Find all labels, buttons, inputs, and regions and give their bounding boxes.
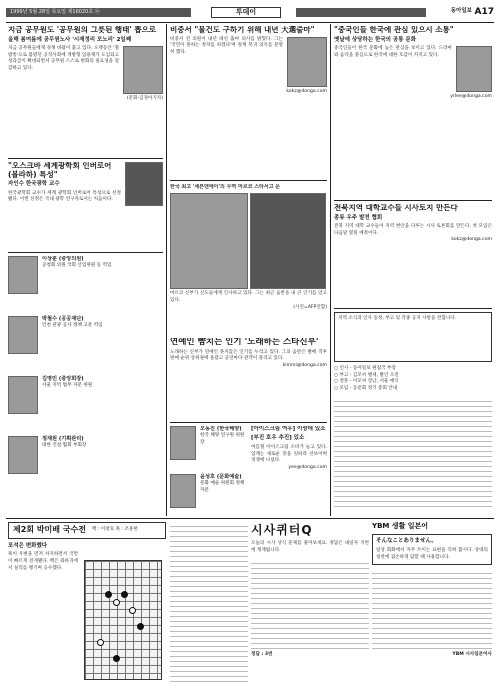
- portrait-photo: [8, 436, 38, 474]
- notice-item: ○ 결혼 - 이모씨 장남, 서울 예식: [334, 379, 399, 385]
- feature-article: [170, 338, 327, 420]
- divider: [170, 422, 327, 423]
- notice-item: ○ 인사 - 동아일보 편집국 부장: [334, 366, 396, 371]
- notice-item: ○ 모임 - 동문회 정기 총회 안내: [334, 385, 398, 391]
- ybm-phrase-box: [372, 534, 492, 565]
- article-candidate: [170, 26, 327, 178]
- feature-headline: 연예인 뺨치는 인기 '노래하는 스타신부': [170, 338, 319, 347]
- go-board: [84, 560, 162, 680]
- portrait-photo: [8, 256, 38, 294]
- article-byline: yee@donga.com: [288, 464, 327, 470]
- article-byline: kokz@donga.com: [451, 237, 492, 243]
- article-title: 전북지역 대학교수들 시사토지 만든다: [334, 204, 458, 212]
- column-rule-1: [166, 24, 167, 516]
- section-title: 투데이: [211, 7, 281, 18]
- article-body: 중국인들이 한국 문화에 높은 관심을 보이고 있다. 드라마와 음악을 중심으로 한국에 대한 호감이 커지고 있다.: [334, 46, 452, 58]
- white-stone: [97, 639, 104, 646]
- portrait-photo: [123, 46, 163, 94]
- go-title: 제2회 박미배 국수전: [13, 525, 86, 534]
- notice-item: ○ 부고 - 김모씨 별세, 발인 오전: [334, 372, 399, 378]
- portrait-photo: [125, 162, 163, 206]
- divider: [8, 252, 163, 253]
- ybm-phrase: そんなことありません。: [376, 538, 437, 545]
- divider: [334, 308, 492, 309]
- text-block: [170, 522, 248, 686]
- article-body: 지금 공무원들에게 경쟁 바람이 불고 있다. 오랫동안 '철밥통'으로 불렸던 공직사회에 개방형 임용제가 도입되고 성과급이 확대되면서 공무원 스스로 변화의 필요성을 절감하고 있다.: [8, 46, 119, 72]
- page-header: [6, 6, 494, 20]
- quiz-answer: 정답 : 3번: [251, 651, 273, 657]
- paper-name: 동아일보: [450, 8, 472, 14]
- priest-photo: [250, 193, 326, 289]
- list-item: [8, 256, 163, 310]
- article-title: 비중서 "물건도 구하기 위해 내년 大選출마": [170, 26, 315, 34]
- person-desc: 한국 해양 연구원 위원장: [200, 433, 245, 445]
- person-name: 김영민 (중앙회장): [42, 376, 84, 382]
- list-item: [170, 426, 248, 468]
- go-header: [8, 522, 166, 539]
- go-players: 백 : 이창호 흑 : 조훈현: [91, 527, 138, 533]
- feature-kicker: 한국 최고 '세븐덴에이'의 무역 마르코 스타서고 문: [170, 184, 281, 190]
- article-title: "오스크바 세계광학회 인버로어(볼라하) 특성": [8, 162, 112, 179]
- ybm-text-block: [372, 569, 492, 649]
- list-item: [8, 376, 163, 430]
- black-stone: [137, 623, 144, 630]
- article-subtitle: 옛날에 상당하는 한국의 공통 문화: [334, 36, 417, 43]
- quiz-body: 오늘의 시사 상식 문제를 풀어보세요. 정답은 내일자 지면에 게재됩니다.: [251, 541, 369, 553]
- article-byline: yrlee@donga.com: [450, 94, 492, 100]
- person-desc: 대한 건설 협회 부회장: [42, 443, 87, 449]
- article-title: [아이스크림 여우] 이랑데 있소: [251, 426, 326, 432]
- portrait-photo: [170, 426, 196, 460]
- portrait-photo: [8, 376, 38, 414]
- header-rule: [6, 22, 494, 23]
- article-subtitle: 올해 봄여름에 공무원노사 '시재정리 모노리' 2일째: [8, 36, 132, 43]
- portrait-photo: [456, 46, 492, 92]
- person-name: 윤성호 (문화예술): [200, 474, 242, 480]
- portrait-photo: [170, 474, 196, 508]
- list-item: [8, 436, 163, 490]
- person-desc: 공청회 의원 국회 산업위원 등 역임: [42, 263, 112, 269]
- person-desc: 서울 지역 법무 자문 위원: [42, 383, 93, 389]
- divider: [8, 158, 163, 159]
- ybm-footer: YBM 시사일본어사: [452, 652, 492, 658]
- go-body: 흑이 우변을 먼저 차지하면서 국면이 빠르게 전개됐다. 백은 좌하귀에서 실리를 챙기며 응수했다.: [8, 552, 78, 571]
- quiz-title: 시사퀴터Q: [251, 523, 313, 537]
- article-body: 전북 지역 대학 교수들이 지역 현안을 다루는 시사 토론회를 만든다. 첫 모임은 다음달 열릴 예정이다.: [334, 224, 492, 236]
- notice-board: [334, 312, 492, 516]
- article-china: [334, 26, 492, 198]
- go-section: 포석은 변화했다: [8, 542, 48, 549]
- ybm-column: [372, 522, 492, 690]
- list-item: [8, 316, 163, 370]
- feature-photo-block: [170, 184, 327, 336]
- article-body: 노래하는 신부가 연예인 못지않은 인기를 누리고 있다. 그의 음반은 발매 직후 판매 순위 상위권에 올랐고 공연마다 관객이 몰리고 있다.: [170, 349, 327, 362]
- people-list-left: [8, 256, 163, 514]
- list-item: [170, 474, 248, 514]
- article-body: 여름철 아이스크림 소비가 늘고 있다. 업계는 새로운 맛을 잇따라 선보이며 경쟁에 나섰다.: [251, 444, 327, 464]
- go-commentary: [170, 522, 248, 690]
- photo-credit: (사진=AFP연합): [293, 304, 327, 310]
- article-body: 비중서 전 의원이 내년 대선 출마 의사를 밝혔다. 그는 '국민이 원하는 정치를 하겠다'며 정계 복귀 의지를 분명히 했다.: [170, 36, 283, 55]
- quiz-column: [251, 522, 369, 690]
- black-stone: [105, 591, 112, 598]
- article-title: 지금 공무원도 '공무원의 그릇된 행태' 뽑으로: [8, 26, 157, 34]
- article-byline: kimmi@donga.com: [282, 363, 327, 369]
- person-name: 박철수 (공공재단): [42, 316, 84, 322]
- person-desc: 인천 관광 공사 정책 고문 역임: [42, 323, 103, 329]
- divider: [334, 200, 492, 201]
- notice-body: 지역 소식과 인사 동정, 부고 및 각종 공지 사항을 전합니다.: [338, 316, 457, 321]
- article-professors: [334, 204, 492, 304]
- ybm-body: 일상 회화에서 자주 쓰이는 표현을 익혀 봅시다. 상대의 칭찬에 겸손하게 답할 때 사용합니다.: [376, 547, 488, 560]
- divider: [170, 180, 327, 181]
- notice-text-block: [334, 397, 492, 507]
- white-stone: [129, 607, 136, 614]
- issue-line: 1999년 5월 28일 목요일 제16020호 ㉧: [6, 8, 191, 17]
- article-body: 한국광학회 교수가 세계 광학회 인버로어 특성으로 선정됐다. 이번 선정은 국내 광학 연구자로서는 처음이다.: [8, 190, 121, 203]
- article-optics: [8, 162, 163, 248]
- article-icecream: [251, 426, 327, 514]
- bottom-rule: [6, 518, 494, 519]
- article-subtitle: [부진 호우 추진] 있소: [251, 435, 305, 442]
- black-stone: [113, 655, 120, 662]
- ybm-title: YBM 생활 일본어: [372, 522, 429, 530]
- column-rule-2: [330, 24, 331, 516]
- portrait-photo: [287, 37, 327, 87]
- article-subtitle: 자인수 한국광학 교수: [8, 181, 60, 188]
- white-stone: [113, 599, 120, 606]
- portrait-photo: [8, 316, 38, 354]
- person-desc: 문화 예술 위원회 정책 자문: [200, 481, 245, 493]
- person-name: 오동진 (한국해양): [200, 426, 242, 432]
- header-bar: [296, 8, 426, 17]
- people-list-center: [170, 426, 248, 514]
- notice-box: [334, 312, 492, 362]
- article-title: "중국인들 한국에 관심 있으시 소통": [334, 26, 454, 34]
- black-stone: [121, 591, 128, 598]
- article-officials: [8, 26, 163, 156]
- page-number: A17: [474, 7, 494, 17]
- photo-caption: 마르코 신부가 신도들에게 인사하고 있다. 그는 최근 음반을 내 큰 인기를 얻고 있다.: [170, 291, 327, 303]
- crowd-photo: [170, 193, 248, 289]
- person-name: 정재원 (기획관리): [42, 436, 84, 442]
- article-byline: kokz@donga.com: [286, 88, 327, 94]
- article-note: (문화·김경아기자): [126, 96, 163, 102]
- article-subtitle: 종류 우주 발전 협회: [334, 214, 383, 221]
- quiz-text-block: [251, 559, 369, 649]
- person-name: 이상훈 (중앙의원): [42, 256, 84, 262]
